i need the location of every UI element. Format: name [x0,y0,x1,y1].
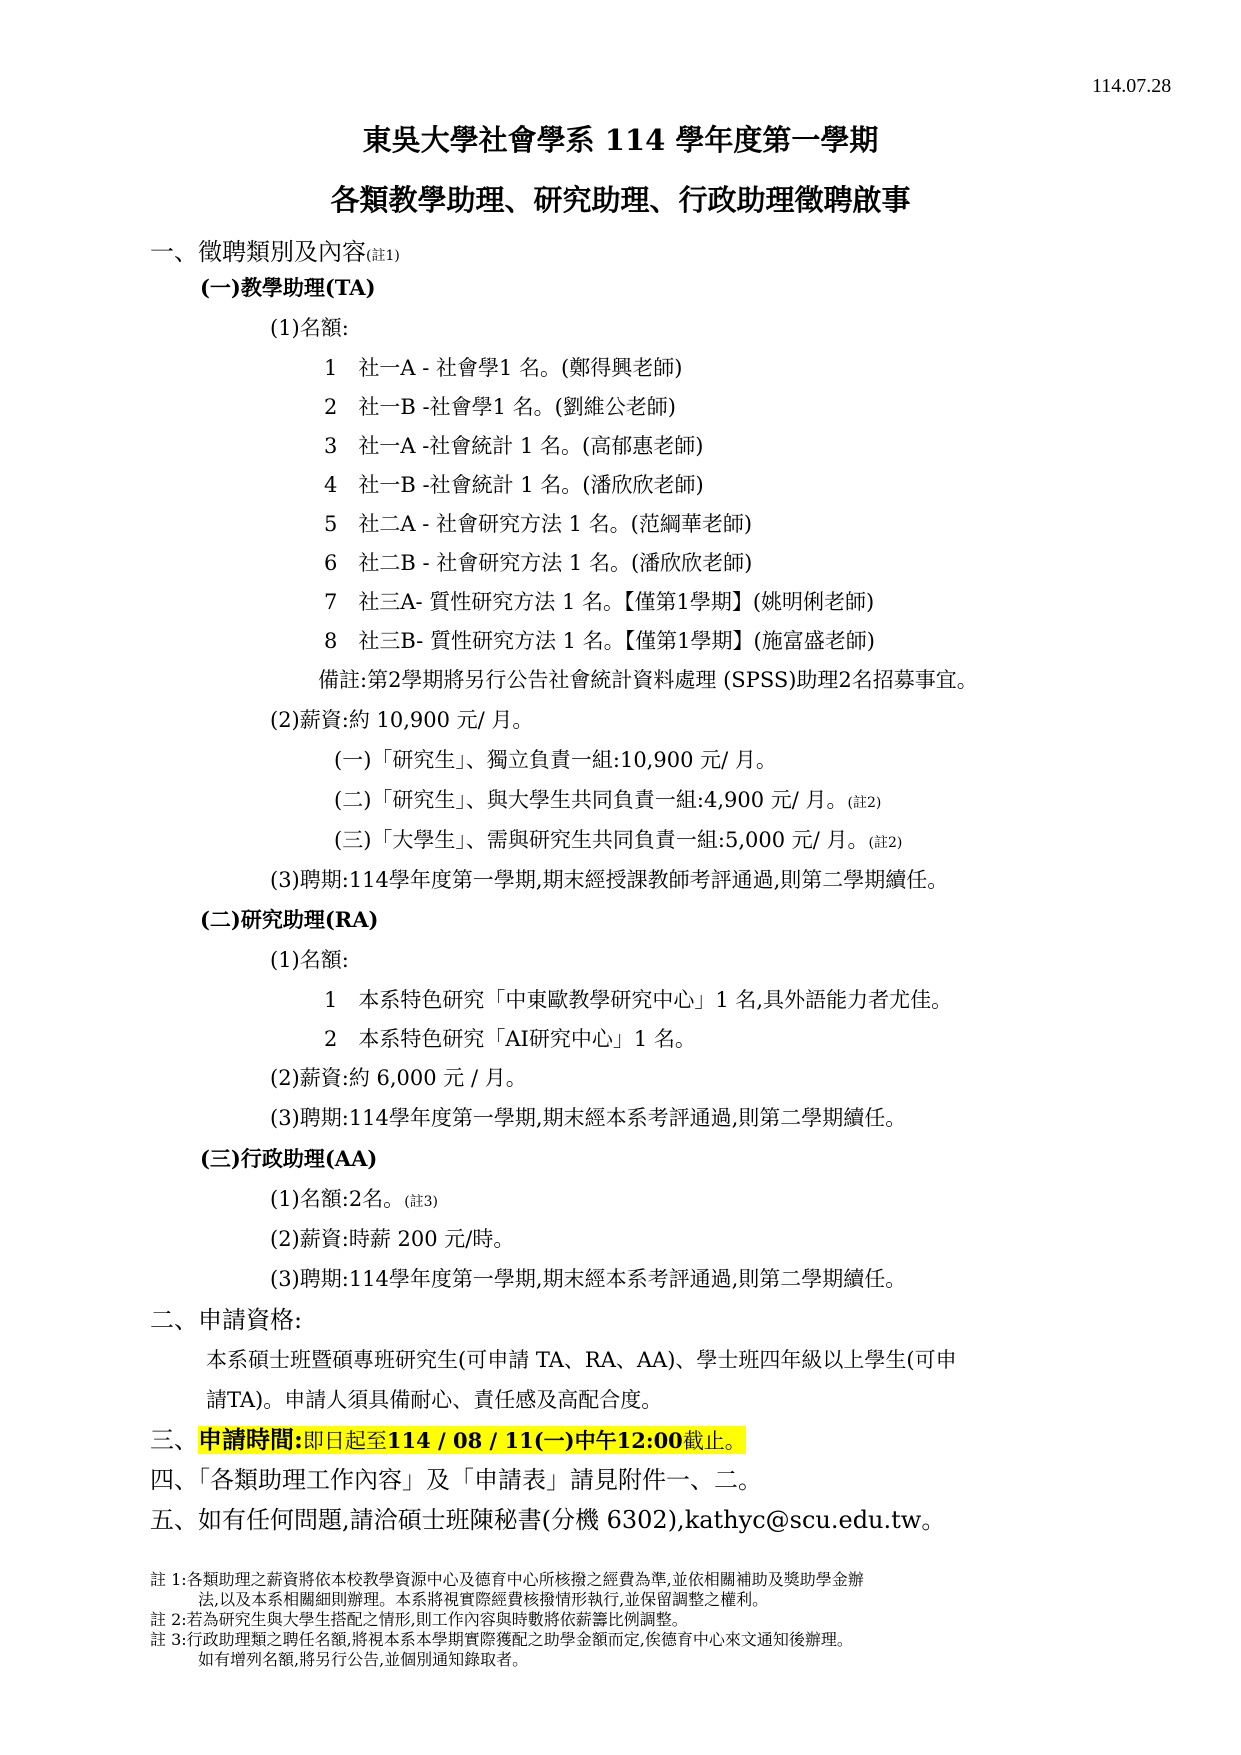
ta-quota-label: (1)名額: [270,316,349,340]
ta-item: 7 社三A- 質性研究方法 1 名。【僅第1學期】(姚明俐老師) [324,590,875,614]
ta-item: 8 社三B- 質性研究方法 1 名。【僅第1學期】(施富盛老師) [324,629,875,653]
title-line-1: 東吳大學社會學系 114 學年度第一學期 [362,123,879,157]
ra-heading: (二)研究助理(RA) [200,907,379,932]
ra-item: 2 本系特色研究「AI研究中心」1 名。 [324,1027,696,1051]
ta-item: 2 社一B -社會學1 名。(劉維公老師) [324,395,676,419]
ra-salary: (2)薪資:約 6,000 元 / 月。 [270,1066,527,1090]
ta-item: 5 社二A - 社會研究方法 1 名。(范綱華老師) [324,512,753,536]
section-3: 三、申請時間:即日起至114 / 08 / 11(一)中午12:00截止。 [150,1425,746,1454]
footnote-ref-1: (註1) [366,248,400,264]
ta-item: 3 社一A -社會統計 1 名。(高郁惠老師) [324,434,704,458]
ta-salary-item: (二)「研究生」、與大學生共同負責一組:4,900 元/ 月。(註2) [334,788,882,812]
ta-salary-item: (三)「大學生」、需與研究生共同負責一組:5,000 元/ 月。(註2) [334,828,903,852]
document-date: 114.07.28 [1092,75,1172,97]
title-line-2: 各類教學助理、研究助理、行政助理徵聘啟事 [330,183,911,217]
ta-remark: 備註:第2學期將另行公告社會統計資料處理 (SPSS)助理2名招募事宜。 [318,668,978,692]
footnote-2: 註 2:若為研究生與大學生搭配之情形,則工作內容與時數將依薪籌比例調整。 [150,1610,688,1629]
ta-item: 4 社一B -社會統計 1 名。(潘欣欣老師) [324,473,704,497]
footnote-ref-2: (註2) [847,795,882,811]
ra-quota-label: (1)名額: [270,948,349,972]
footnote-ref-3: (註3) [404,1194,439,1210]
footnote-1-cont: 法,以及本系相關細則辦理。本系將視實際經費核撥情形執行,並保留調整之權利。 [150,1590,769,1609]
footnote-3-cont: 如有增列名額,將另行公告,並個別通知錄取者。 [150,1650,529,1669]
aa-quota: (1)名額:2名。(註3) [270,1187,439,1211]
footnote-ref-2: (註2) [868,835,903,851]
section-2-line: 請TA)。申請人須具備耐心、責任感及高配合度。 [206,1388,663,1412]
ta-term: (3)聘期:114學年度第一學期,期末經授課教師考評通過,則第二學期續任。 [270,868,949,892]
ta-salary-item: (一)「研究生」、獨立負責一組:10,900 元/ 月。 [334,748,777,772]
section-2-line: 本系碩士班暨碩專班研究生(可申請 TA、RA、AA)、學士班四年級以上學生(可申 [206,1348,957,1372]
footnote-3: 註 3:行政助理類之聘任名額,將視本系本學期實際獲配之助學金額而定,俟德育中心來文通知後辦理。 [150,1630,853,1649]
aa-heading: (三)行政助理(AA) [200,1146,378,1171]
ta-heading: (一)教學助理(TA) [200,275,376,300]
application-deadline-highlight: 申請時間:即日起至114 / 08 / 11(一)中午12:00截止。 [198,1425,746,1454]
footnote-1: 註 1:各類助理之薪資將依本校教學資源中心及德育中心所核撥之經費為準,並依相關補助及獎助學金辦 [150,1570,864,1589]
ra-term: (3)聘期:114學年度第一學期,期末經本系考評通過,則第二學期續任。 [270,1106,907,1130]
section-2-heading: 二、申請資格: [150,1306,303,1334]
section-5: 五、如有任何問題,請洽碩士班陳秘書(分機 6302),kathyc@scu.edu.tw。 [150,1506,946,1534]
aa-term: (3)聘期:114學年度第一學期,期末經本系考評通過,則第二學期續任。 [270,1267,907,1291]
aa-salary: (2)薪資:時薪 200 元/時。 [270,1227,515,1251]
section-1-heading: 一、徵聘類別及內容(註1) [150,238,400,266]
ta-item: 6 社二B - 社會研究方法 1 名。(潘欣欣老師) [324,551,753,575]
ta-salary-label: (2)薪資:約 10,900 元/ 月。 [270,708,534,732]
section-4: 四、「各類助理工作內容」及「申請表」請見附件一、二。 [150,1466,762,1494]
ta-item: 1 社一A - 社會學1 名。(鄭得興老師) [324,356,683,380]
ra-item: 1 本系特色研究「中東歐教學研究中心」1 名,具外語能力者尤佳。 [324,988,953,1012]
